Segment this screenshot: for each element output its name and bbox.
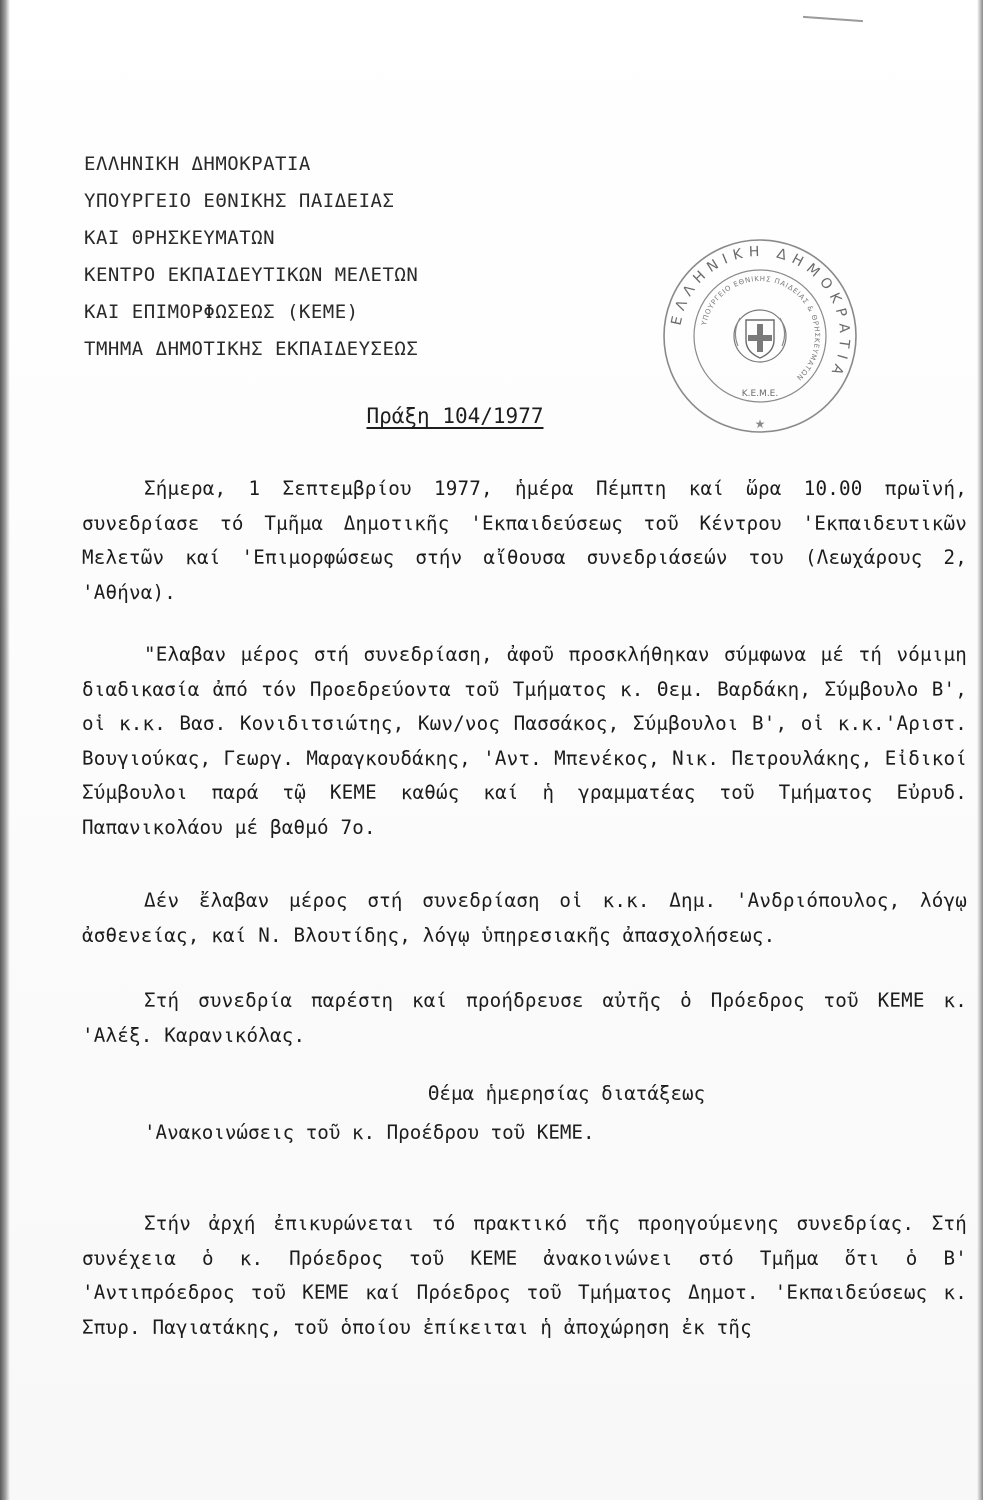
svg-text:★: ★ (754, 417, 766, 431)
svg-text:ΥΠΟΥΡΓΕΙΟ ΕΘΝΙΚΗΣ ΠΑΙΔΕΙΑΣ & Θ: ΥΠΟΥΡΓΕΙΟ ΕΘΝΙΚΗΣ ΠΑΙΔΕΙΑΣ & ΘΡΗΣΚΕΥΜΑΤΩΝ (700, 274, 822, 383)
paragraph-text: "Ελαβαν μέρος στή συνεδρίαση, ἀφοῦ προσκλήθηκαν σύμφωνα μέ τή νόμιμη διαδικασία ἀπό τόν Προεδρεύοντα τοῦ Τμήματος κ. Θεμ. Βαρδάκη, Σύμβουλο Β', οἱ κ.κ. Βασ. Κονιδιτσιώτης, Κων/νος Πασσάκος, Σύμβουλοι Β', οἱ κ.κ.'Αριστ. Βουγιούκας, Γεωργ. Μαραγκουδάκης, 'Αντ. Μπενέκος, Νικ. Πετρουλάκης, Εἰδικοί Σύμβουλοι παρά τῷ ΚΕΜΕ καθώς καί ἡ γραμματέας τοῦ Τμήματος Εὐρυδ. Παπανικολάου μέ βαθμό 7ο. (82, 643, 967, 839)
paragraph-presiding (82, 984, 967, 1053)
act-title-text: Πράξη 104/1977 (366, 404, 544, 428)
paragraph-attendees (82, 638, 967, 846)
letterhead-line: ΕΛΛΗΝΙΚΗ ΔΗΜΟΚΡΑΤΙΑ (84, 153, 311, 175)
agenda-item: 'Ανακοινώσεις τοῦ κ. Προέδρου τοῦ ΚΕΜΕ. (144, 1121, 595, 1144)
paragraph-text: Σήμερα, 1 Σεπτεμβρίου 1977, ἡμέρα Πέμπτη καί ὥρα 10.00 πρωϊνή, συνεδρίασε τό Τμῆμα Δημοτικῆς 'Εκπαιδεύσεως τοῦ Κέντρου 'Εκπαιδευτικῶν Μελετῶν καί 'Επιμορφώσεως στήν αἴθουσα συνεδριάσεών του (Λεωχάρους 2, 'Αθήνα). (82, 477, 967, 604)
paragraph-text: Στή συνεδρία παρέστη καί προήδρευσε αὐτῆς ὁ Πρόεδρος τοῦ ΚΕΜΕ κ. 'Αλέξ. Καρανικόλας. (82, 989, 967, 1047)
letterhead-line: ΤΜΗΜΑ ΔΗΜΟΤΙΚΗΣ ΕΚΠΑΙΔΕΥΣΕΩΣ (84, 338, 419, 360)
letterhead-line: ΚΑΙ ΕΠΙΜΟΡΦΩΣΕΩΣ (ΚΕΜΕ) (84, 301, 359, 323)
letterhead-line: ΚΑΙ ΘΡΗΣΚΕΥΜΑΤΩΝ (84, 227, 276, 249)
letterhead-line: ΚΕΝΤΡΟ ΕΚΠΑΙΔΕΥΤΙΚΩΝ ΜΕΛΕΤΩΝ (84, 264, 419, 286)
letterhead (84, 146, 584, 368)
act-title (0, 404, 910, 428)
paragraph-text: Στήν ἀρχή ἐπικυρώνεται τό πρακτικό τῆς προηγούμενης συνεδρίας. Στή συνέχεια ὁ κ. Πρόεδρος τοῦ ΚΕΜΕ ἀνακοινώνει στό Τμῆμα ὅτι ὁ Β' 'Αντιπρόεδρος τοῦ ΚΕΜΕ καί Πρόεδρος τοῦ Τμήματος Δημοτ. 'Εκπαιδεύσεως κ. Σπυρ. Παγιατάκης, τοῦ ὁποίου ἐπίκειται ἡ ἀποχώρηση ἐκ τῆς (82, 1212, 967, 1339)
paragraph-announcements (82, 1207, 967, 1345)
agenda-heading: Θέμα ἡμερησίας διατάξεως (427, 1082, 706, 1105)
page-edge-mark (803, 16, 863, 22)
letterhead-line: ΥΠΟΥΡΓΕΙΟ ΕΘΝΙΚΗΣ ΠΑΙΔΕΙΑΣ (84, 190, 395, 212)
paragraph-absentees (82, 884, 967, 953)
svg-text:ΕΛΛΗΝΙΚΗ ΔΗΜΟΚΡΑΤΙΑ: ΕΛΛΗΝΙΚΗ ΔΗΜΟΚΡΑΤΙΑ (668, 243, 853, 383)
seal-bottom-text: Κ.Ε.Μ.Ε. (741, 389, 779, 399)
paragraph-text: Δέν ἔλαβαν μέρος στή συνεδρίαση οἱ κ.κ. Δημ. 'Ανδριόπουλος, λόγῳ ἀσθενείας, καί Ν. Βλουτίδης, λόγῳ ὑπηρεσιακῆς ἀπασχολήσεως. (82, 889, 967, 947)
paragraph-opening (82, 472, 967, 610)
